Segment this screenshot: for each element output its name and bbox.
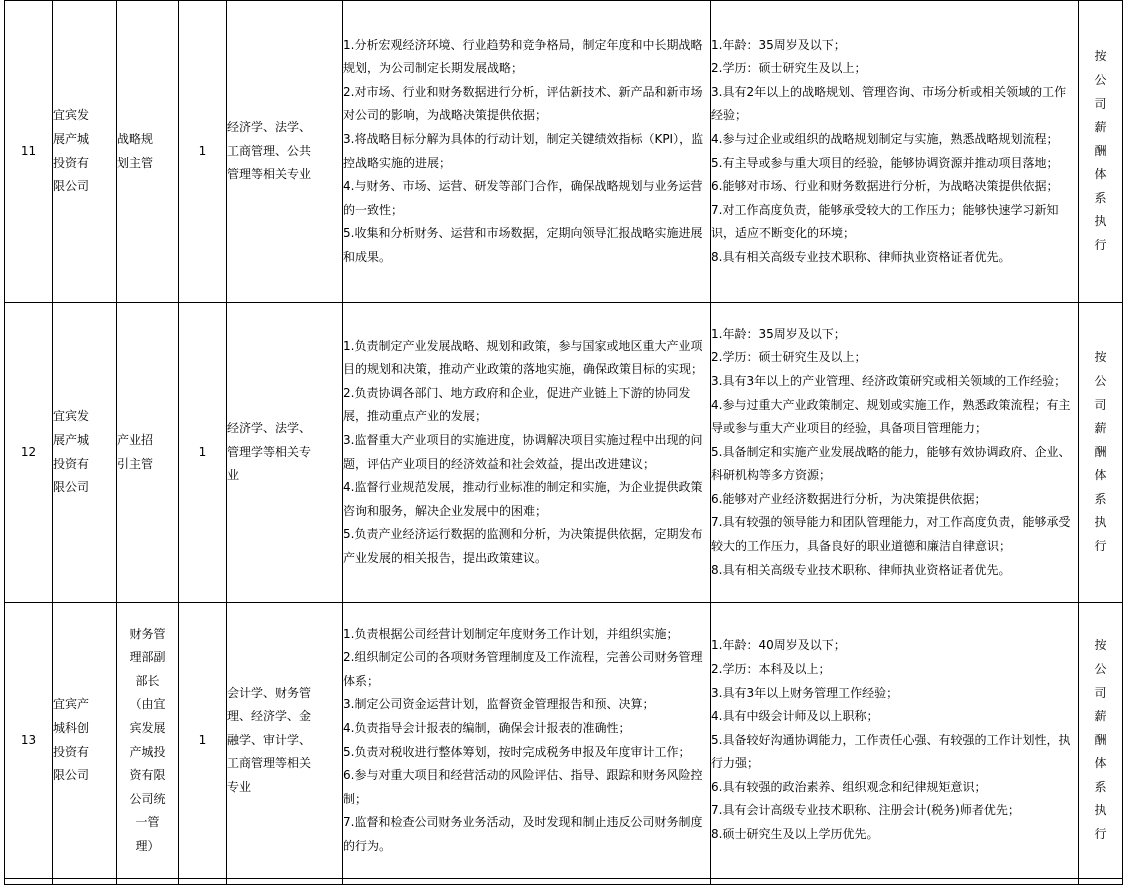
duty-item: 6.参与对重大项目和经营活动的风险评估、指导、跟踪和财务风险控制； [343, 768, 703, 806]
pay-text: 按公司薪酬体系执行 [1094, 638, 1107, 842]
duty-item: 1.负责根据公司经营计划制定年度财务工作计划，并组织实施； [343, 626, 679, 641]
requirement-item: 7.具有会计高级专业技术职称、注册会计(税务)师者优先； [711, 803, 1020, 818]
requirements-cell [711, 303, 1079, 603]
duty-item: 4.与财务、市场、运营、研发等部门合作，确保战略规划与业务运营的一致性； [343, 179, 703, 217]
row-number: 12 [5, 303, 53, 603]
headcount-cell: 1 [179, 1, 227, 303]
duties-cell [343, 1, 711, 303]
requirement-item: 8.具有相关高级专业技术职称、律师执业资格证者优先。 [711, 562, 1011, 577]
major-line: 理、经济学、金 [227, 709, 312, 724]
position-cell [117, 303, 179, 603]
requirement-item: 6.能够对市场、行业和财务数据进行分析，为战略决策提供依据； [711, 179, 1059, 194]
position-cell [117, 603, 179, 879]
position-line: 宾发展 [129, 720, 166, 735]
employer-line: 展产城 [53, 432, 90, 447]
requirement-item: 6.能够对产业经济数据进行分析，为决策提供依据； [711, 491, 987, 506]
major-line: 管理学等相关专 [227, 444, 312, 459]
major-line: 专业 [227, 779, 252, 794]
duty-item: 4.监督行业规范发展，推动行业标准的制定和实施，为企业提供政策咨询和服务，解决企业发展中的困难； [343, 480, 703, 518]
employer-cell [53, 1, 117, 303]
position-line: 公司统 [129, 791, 166, 806]
requirement-item: 1.年龄：35周岁及以下； [711, 37, 846, 52]
employer-cell [53, 303, 117, 603]
duty-item: 5.负责产业经济运行数据的监测和分析，为决策提供依据，定期发布产业发展的相关报告，提出政策建议。 [343, 527, 703, 565]
requirement-item: 5.具备较好沟通协调能力，工作责任心强、有较强的工作计划性，执行力强； [711, 732, 1071, 771]
requirement-item: 2.学历：本科及以上； [711, 661, 831, 676]
duty-item: 4.负责指导会计报表的编制，确保会计报表的准确性； [343, 720, 631, 735]
position-line: 划主管 [117, 155, 154, 170]
employer-line: 限公司 [53, 768, 90, 783]
employer-line: 宜宾发 [53, 108, 90, 123]
requirement-item: 5.具备制定和实施产业发展战略的能力，能够有效协调政府、企业、科研机构等多方资源； [711, 444, 1071, 483]
requirement-item: 2.学历：硕士研究生及以上； [711, 350, 867, 365]
position-line: 战略规 [117, 131, 154, 146]
requirement-item: 7.对工作高度负责，能够承受较大的工作压力；能够快速学习新知识，适应不断变化的环境； [711, 202, 1059, 241]
requirements-cell [711, 603, 1079, 879]
pay-cell [1079, 1, 1123, 303]
duties-cell [343, 603, 711, 879]
requirement-item: 4.参与过重大产业政策制定、规划或实施工作，熟悉政策流程；有主导或参与重大产业项目的经验，具备项目管理能力； [711, 397, 1071, 436]
employer-cell [53, 603, 117, 879]
major-line: 管理等相关专业 [227, 167, 312, 182]
requirement-item: 2.学历：硕士研究生及以上； [711, 61, 867, 76]
duty-item: 7.监督和检查公司财务业务活动，及时发现和制止违反公司财务制度的行为。 [343, 815, 703, 853]
major-line: 会计学、财务管 [227, 685, 312, 700]
position-line: 产业招 [117, 432, 154, 447]
duty-item: 2.组织制定公司的各项财务管理制度及工作流程，完善公司财务管理体系； [343, 650, 703, 688]
requirements-cell [711, 1, 1079, 303]
major-line: 融学、审计学、 [227, 732, 312, 747]
employer-line: 限公司 [53, 480, 90, 495]
employer-line: 投资有 [53, 155, 90, 170]
requirement-item: 8.硕士研究生及以上学历优先。 [711, 827, 879, 842]
position-line: 资有限 [129, 768, 166, 783]
position-line: 理） [135, 838, 160, 853]
requirement-item: 4.具有中级会计师及以上职称； [711, 709, 879, 724]
major-cell [227, 303, 343, 603]
major-cell [227, 1, 343, 303]
duty-item: 5.负责对税收进行整体筹划，按时完成税务申报及年度审计工作； [343, 744, 691, 759]
duty-item: 2.负责协调各部门、地方政府和企业，促进产业链上下游的协同发展，推动重点产业的发展； [343, 385, 691, 424]
major-line: 经济学、法学、 [227, 421, 312, 436]
position-line: 引主管 [117, 456, 154, 471]
major-line: 工商管理等相关 [227, 756, 312, 771]
duties-cell [343, 303, 711, 603]
employer-line: 宜宾发 [53, 409, 90, 424]
duty-item: 2.对市场、行业和财务数据进行分析，评估新技术、新产品和新市场对公司的影响，为战略决策提供依据； [343, 84, 703, 123]
position-line: 一管 [135, 815, 160, 830]
pay-text: 按公司薪酬体系执行 [1094, 350, 1107, 554]
position-line: 理部副 [129, 650, 166, 665]
row-number: 11 [5, 1, 53, 303]
major-line: 业 [227, 468, 240, 483]
employer-line: 城科创 [53, 720, 90, 735]
job-table [4, 0, 1123, 885]
employer-line: 宜宾产 [53, 697, 90, 712]
headcount-cell: 1 [179, 603, 227, 879]
duty-item: 3.监督重大产业项目的实施进度，协调解决项目实施过程中出现的问题，评估产业项目的经济效益和社会效益，提出改进建议； [343, 432, 703, 471]
major-cell [227, 603, 343, 879]
table-row [5, 603, 1123, 879]
table-row [5, 1, 1123, 303]
employer-line: 展产城 [53, 131, 90, 146]
position-line: 部长 [135, 673, 160, 688]
requirement-item: 8.具有相关高级专业技术职称、律师执业资格证者优先。 [711, 249, 1011, 264]
position-line: （由宜 [129, 697, 166, 712]
row-number: 13 [5, 603, 53, 879]
duty-item: 1.分析宏观经济环境、行业趋势和竞争格局，制定年度和中长期战略规划，为公司制定长期发展战略； [343, 37, 703, 76]
position-line: 产城投 [129, 744, 166, 759]
requirement-item: 6.具有较强的政治素养、组织观念和纪律规矩意识； [711, 779, 987, 794]
requirement-item: 3.具有3年以上财务管理工作经验； [711, 685, 899, 700]
requirement-item: 7.具有较强的领导能力和团队管理能力，对工作高度负责，能够承受较大的工作压力，具备良好的职业道德和廉洁自律意识； [711, 515, 1071, 554]
headcount-cell: 1 [179, 303, 227, 603]
pay-cell [1079, 603, 1123, 879]
employer-line: 限公司 [53, 179, 90, 194]
major-line: 工商管理、公共 [227, 143, 312, 158]
employer-line: 投资有 [53, 456, 90, 471]
duty-item: 5.收集和分析财务、运营和市场数据，定期向领导汇报战略实施进展和成果。 [343, 226, 703, 264]
requirement-item: 3.具有2年以上的战略规划、管理咨询、市场分析或相关领域的工作经验； [711, 84, 1067, 123]
employer-line: 投资有 [53, 744, 90, 759]
table-row [5, 303, 1123, 603]
duty-item: 1.负责制定产业发展战略、规划和政策，参与国家或地区重大产业项目的规划和决策，推动产业政策的落地实施，确保政策目标的实现； [343, 338, 704, 377]
position-cell [117, 1, 179, 303]
requirement-item: 1.年龄：35周岁及以下； [711, 326, 846, 341]
requirement-item: 5.有主导或参与重大项目的经验，能够协调资源并推动项目落地； [711, 155, 1059, 170]
position-line: 财务管 [129, 626, 166, 641]
requirement-item: 4.参与过企业或组织的战略规划制定与实施，熟悉战略规划流程； [711, 131, 1059, 146]
duty-item: 3.将战略目标分解为具体的行动计划，制定关键绩效指标（KPI），监控战略实施的进展； [343, 131, 704, 170]
duty-item: 3.制定公司资金运营计划，监督资金管理报告和预、决算； [343, 697, 655, 712]
pay-text: 按公司薪酬体系执行 [1094, 49, 1107, 253]
requirement-item: 1.年龄：40周岁及以下； [711, 638, 846, 653]
pay-cell [1079, 303, 1123, 603]
major-line: 经济学、法学、 [227, 120, 312, 135]
requirement-item: 3.具有3年以上的产业管理、经济政策研究或相关领域的工作经验； [711, 373, 1067, 388]
